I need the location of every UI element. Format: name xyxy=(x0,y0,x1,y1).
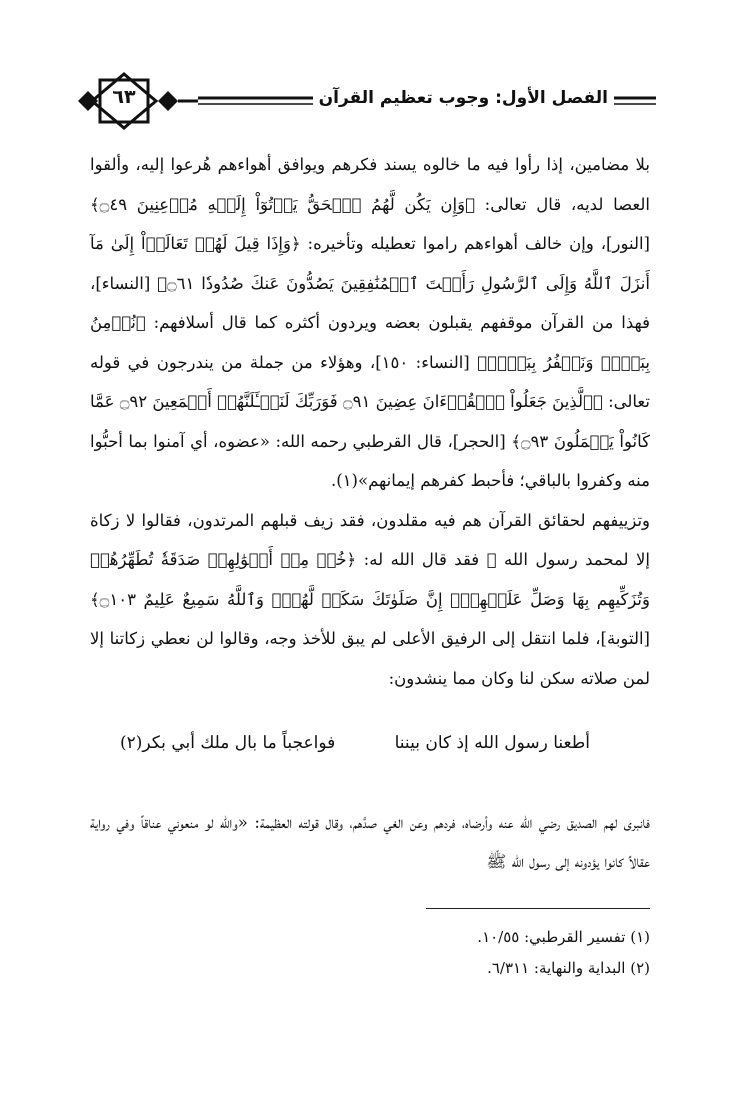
footnote: (١) تفسير القرطبي: ١٠/٥٥. xyxy=(477,928,650,946)
footnotes xyxy=(300,922,650,984)
footnote-divider xyxy=(426,908,650,909)
paragraph: بلا مضامين، إذا رأوا فيه ما خالوه يسند فكرهم ويوافق أهواءهم هُرعوا إليه، وألقوا العصا لديه، قال تعالى: ﴿وَإِن يَكُن لَّهُمُ ٱلۡحَقُّ يَأۡتُوٓاْ إِلَيۡهِ مُذۡعِنِينَ ۝٤٩﴾ [النور]، وإن خالف أهواءهم راموا تعطيله وتأخيره: ﴿وَإِذَا قِيلَ لَهُمۡ تَعَالَوۡاْ إِلَىٰ مَآ أَنزَلَ ٱللَّهُ وَإِلَى ٱلرَّسُولِ رَأَيۡتَ ٱلۡمُنَٰفِقِينَ يَصُدُّونَ عَنكَ صُدُودٗا ۝٦١﴾ [النساء]، فهذا من القرآن موقفهم يقبلون بعضه ويردون أكثره كما قال أسلافهم: ﴿نُؤۡمِنُ بِبَعۡضٖ وَنَكۡفُرُ بِبَعۡضٖ﴾ [النساء: ١٥٠]، وهؤلاء من جملة من يندرجون في قوله تعالى: ﴿ٱلَّذِينَ جَعَلُواْ ٱلۡقُرۡءَانَ عِضِينَ ۝٩١ فَوَرَبِّكَ لَنَسۡـَٔلَنَّهُمۡ أَجۡمَعِينَ ۝٩٢ عَمَّا كَانُواْ يَعۡمَلُونَ ۝٩٣﴾ [الحجر]، قال القرطبي رحمه الله: «عضوه، أي آمنوا بما أحبُّوا منه وكفروا بالباقي؛ فأحبط كفرهم إيمانهم»(١). xyxy=(90,155,650,490)
poem-verse xyxy=(120,733,590,773)
page-header xyxy=(78,72,656,130)
poem-hemistich: فواعجباً ما بال ملك أبي بكر(٢) xyxy=(120,733,336,753)
poem-hemistich: أطعنا رسول الله إذ كان بيننا xyxy=(394,733,590,753)
main-text xyxy=(90,145,650,698)
main-text-continued xyxy=(90,786,650,898)
paragraph: فانبرى لهم الصديق رضي الله عنه وأرضاه، فردهم وعن الغي صدَّهم، وقال قولته العظيمة: «والله لو منعوني عناقاً وفي رواية عقالاً كانوا يؤدونه إلى رسول الله ﷺ xyxy=(90,812,650,871)
paragraph: وتزييفهم لحقائق القرآن هم فيه مقلدون، فقد زيف قبلهم المرتدون، فقالوا لا زكاة إلا لمحمد رسول الله ﷺ فقد قال الله له: ﴿خُذۡ مِنۡ أَمۡوَٰلِهِمۡ صَدَقَةٗ تُطَهِّرُهُمۡ وَتُزَكِّيهِم بِهَا وَصَلِّ عَلَيۡهِمۡۖ إِنَّ صَلَوٰتَكَ سَكَنٞ لَّهُمۡۗ وَٱللَّهُ سَمِيعٌ عَلِيمٌ ۝١٠٣﴾ [التوبة]، فلما انتقل إلى الرفيق الأعلى لم يبق للأخذ وجه، وقالوا لن نعطي زكاتنا إلا لمن صلاته سكن لنا وكان مما ينشدون: xyxy=(90,510,650,688)
footnote: (٢) البداية والنهاية: ٦/٣١١. xyxy=(487,959,650,977)
chapter-title: الفصل الأول: وجوب تعظيم القرآن xyxy=(313,88,614,108)
page-number: ٦٣ xyxy=(112,86,136,108)
